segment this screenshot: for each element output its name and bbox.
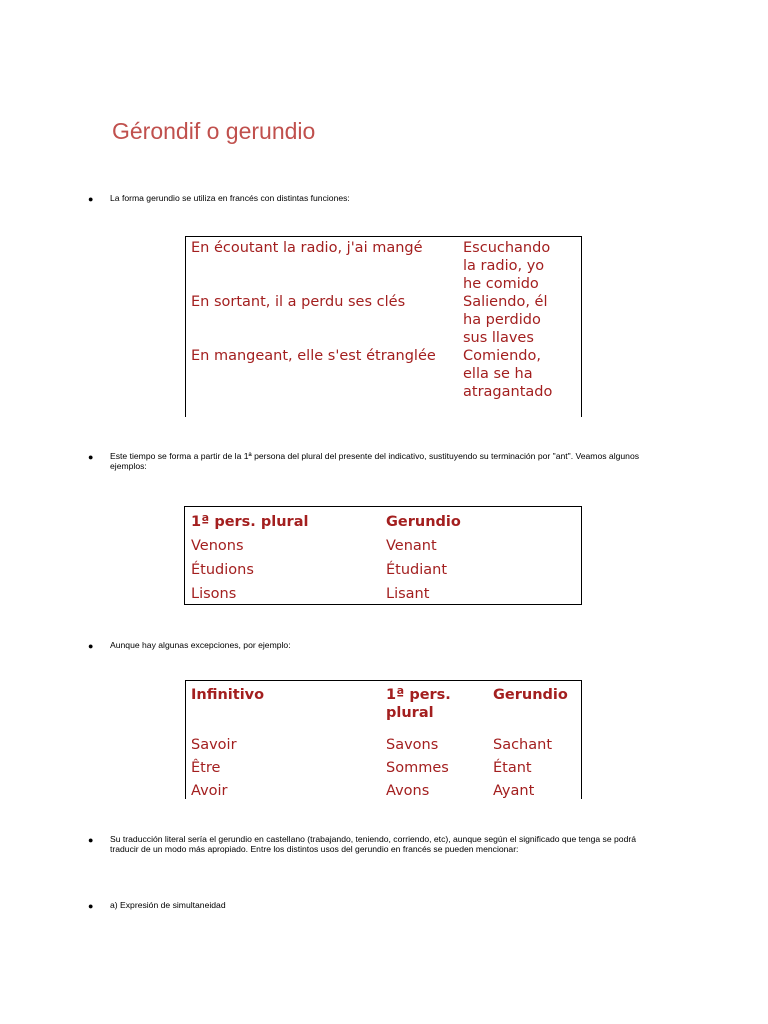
bullet-dot-icon: ● xyxy=(88,835,94,845)
bullet-dot-icon: ● xyxy=(88,452,94,462)
table-cell: Être xyxy=(191,760,221,776)
page-title: Gérondif o gerundio xyxy=(112,118,316,144)
translation-table xyxy=(185,239,558,401)
table-cell-french: En mangeant, elle s'est étranglée xyxy=(191,348,436,364)
table-row xyxy=(185,534,467,558)
bullet-text: a) Expresión de simultaneidad xyxy=(110,900,226,910)
table-cell: Sommes xyxy=(386,760,449,776)
conjugation-table xyxy=(185,510,467,606)
table-cell-spanish xyxy=(457,347,558,401)
table-cell-spanish xyxy=(457,239,558,293)
table-cell: Ayant xyxy=(493,783,535,799)
table-cell: Avoir xyxy=(191,783,228,799)
cell-line: Escuchando xyxy=(463,240,551,256)
table-cell: Venant xyxy=(386,538,437,554)
table-header: Gerundio xyxy=(386,514,461,530)
cell-line: atragantado xyxy=(463,384,553,400)
table-cell: Lisons xyxy=(191,586,237,602)
table-cell: Lisant xyxy=(386,586,430,602)
cell-line: ella se ha xyxy=(463,366,533,382)
table-row xyxy=(185,239,558,293)
table-header: Gerundio xyxy=(493,687,568,703)
table-cell: Étant xyxy=(493,760,532,776)
table-cell: Venons xyxy=(191,538,244,554)
table-cell: Avons xyxy=(386,783,430,799)
table-row xyxy=(185,558,467,582)
table-row xyxy=(185,782,574,800)
bullet-text: La forma gerundio se utiliza en francés con distintas funciones: xyxy=(110,193,350,203)
cell-line: ha perdido xyxy=(463,312,541,328)
table-header: Infinitivo xyxy=(191,687,265,703)
header-line: plural xyxy=(386,705,434,721)
table-cell: Étudions xyxy=(191,562,254,578)
bullet-dot-icon: ● xyxy=(88,194,94,204)
table-row xyxy=(185,293,558,347)
table-cell: Savons xyxy=(386,737,439,753)
table-header: 1ª pers. plural xyxy=(191,514,309,530)
table-cell-french: En sortant, il a perdu ses clés xyxy=(191,294,406,310)
cell-line: he comido xyxy=(463,276,539,292)
bullet-text: Este tiempo se forma a partir de la 1ª persona del plural del presente del indicativo, sustituyendo su terminación por "ant". Veamos algunos ejemplos: xyxy=(110,451,640,471)
bullet-text: Su traducción literal sería el gerundio en castellano (trabajando, teniendo, corriendo, etc), aunque según el significado que tenga se podrá traducir de un modo más apropiado. Entre los distintos usos del gerundio en francés se pueden mencionar: xyxy=(110,834,636,854)
bullet-text: Aunque hay algunas excepciones, por ejemplo: xyxy=(110,640,291,650)
table-row xyxy=(185,759,574,782)
cell-line: sus llaves xyxy=(463,330,534,346)
table-header-row xyxy=(185,510,467,534)
table-cell-spanish xyxy=(457,293,558,347)
table-row xyxy=(185,347,558,401)
table-header-row xyxy=(185,686,574,736)
cell-line: Comiendo, xyxy=(463,348,541,364)
table-cell-french: En écoutant la radio, j'ai mangé xyxy=(191,240,423,256)
bullet-dot-icon: ● xyxy=(88,641,94,651)
table-row xyxy=(185,736,574,759)
table-cell: Savoir xyxy=(191,737,237,753)
header-line: 1ª pers. xyxy=(386,687,451,703)
table-cell: Étudiant xyxy=(386,562,448,578)
table-cell: Sachant xyxy=(493,737,553,753)
cell-line: la radio, yo xyxy=(463,258,545,274)
table-header xyxy=(380,686,487,736)
cell-line: Saliendo, él xyxy=(463,294,548,310)
exceptions-table xyxy=(185,686,574,800)
bullet-dot-icon: ● xyxy=(88,901,94,911)
table-row xyxy=(185,582,467,606)
